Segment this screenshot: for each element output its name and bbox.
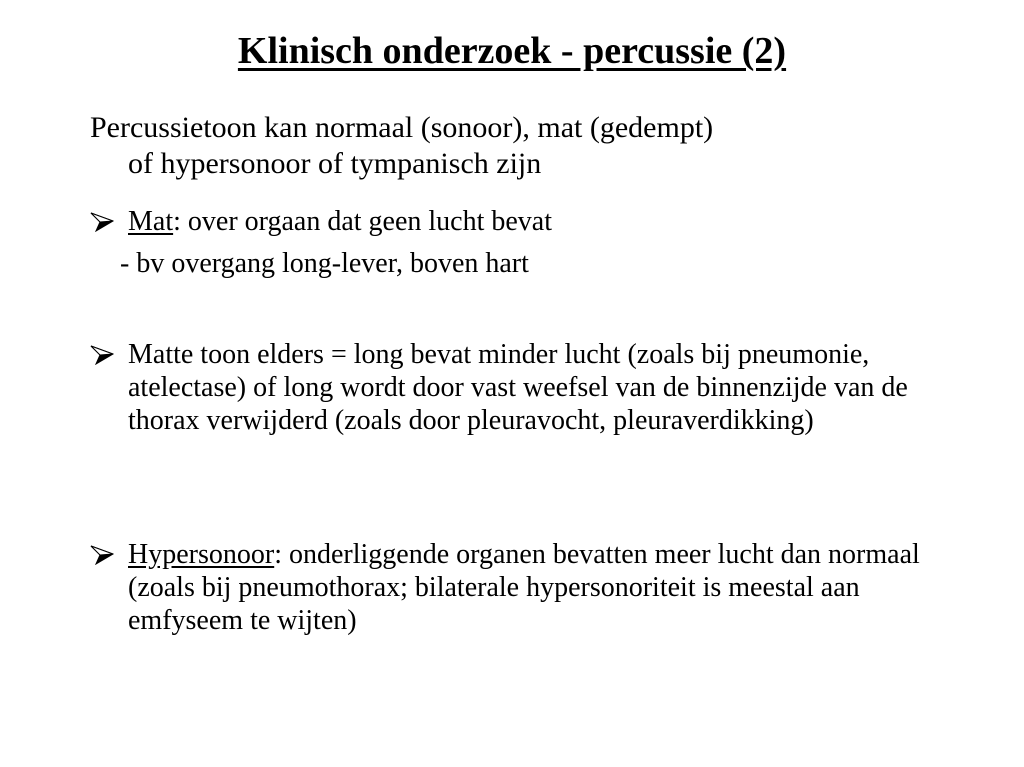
arrowhead-bullet-icon [90, 212, 114, 232]
bullet-hypersonoor [90, 538, 970, 637]
slide-title [0, 28, 1024, 74]
arrowhead-bullet-icon [90, 345, 114, 365]
intro-line-2: of hypersonoor of tympanisch zijn [128, 147, 542, 180]
arrowhead-bullet-icon [90, 545, 114, 565]
bullet-matte-toon [90, 338, 970, 437]
bullet-text-matte-toon: Matte toon elders = long bevat minder lucht (zoals bij pneumonie, atelectase) of long wordt door vast weefsel van de binnenzijde van de thorax verwijderd (zoals door pleuravocht, pleuraverdikking) [128, 339, 908, 436]
intro-paragraph [90, 110, 970, 182]
bullet-text-mat: : over orgaan dat geen lucht bevat [173, 206, 552, 237]
bullet-term-hypersonoor: Hypersonoor [128, 539, 275, 570]
slide-title-text: Klinisch onderzoek - percussie (2) [237, 30, 787, 72]
bullet-text-hypersonoor: : onderliggende organen bevatten meer lucht dan normaal (zoals bij pneumothorax; bilaterale hypersonoriteit is meestal aan emfyseem te wijten) [128, 539, 920, 636]
intro-line-1: Percussietoon kan normaal (sonoor), mat (gedempt) [90, 111, 714, 144]
bullet-subline: - bv overgang long-lever, boven hart [120, 248, 529, 279]
bullet-mat [90, 205, 970, 238]
bullet-term-mat: Mat [128, 206, 174, 237]
